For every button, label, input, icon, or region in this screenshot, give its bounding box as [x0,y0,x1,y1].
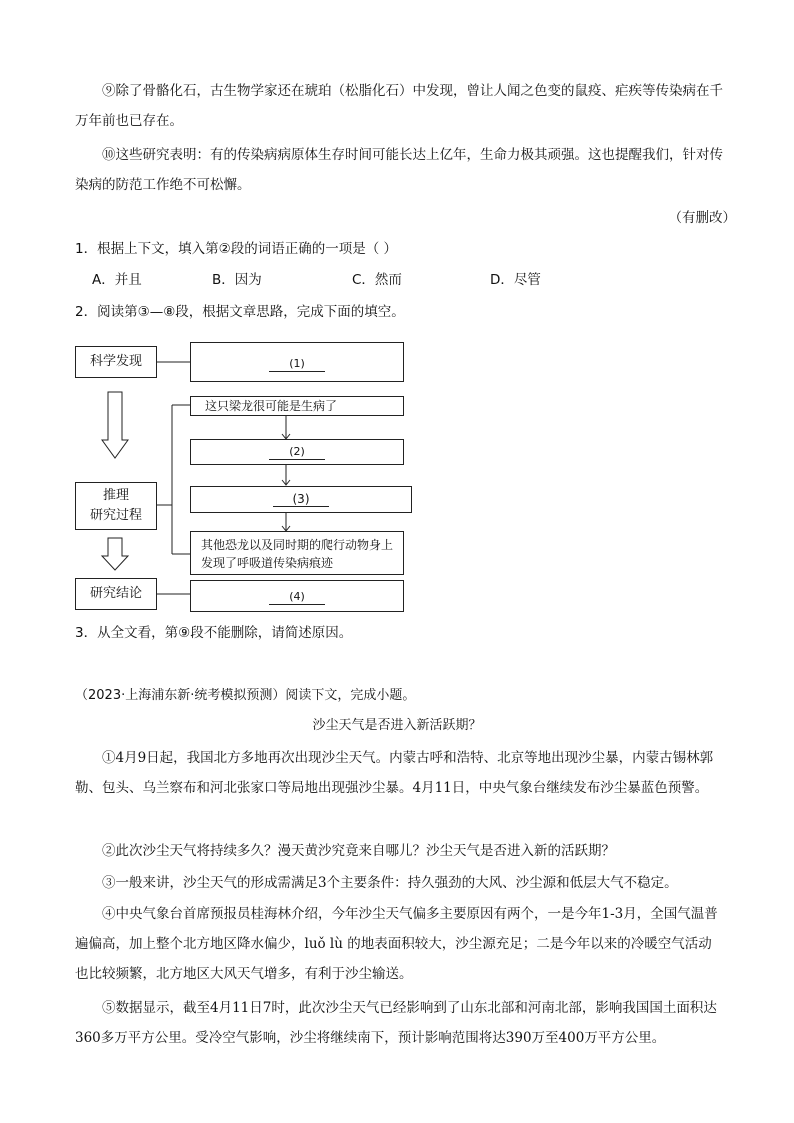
label-reasoning: 推理 研究过程 [75,482,157,530]
step-4-box: 其他恐龙以及同时期的爬行动物身上发现了呼吸道传染病痕迹 [190,531,404,575]
question-3: 3．从全文看，第⑨段不能删除，请简述原因。 [75,625,353,641]
revision-note: （有删改） [668,210,736,226]
blank-box-1 [190,342,404,382]
blank-1[interactable]: (1) [269,357,325,372]
blank-box-3 [190,486,412,513]
article-paragraph-5: ⑤数据显示，截至4月11日7时，此次沙尘天气已经影响到了山东北部和河南北部，影响我国国土面积达360多万平方公里。受冷空气影响，沙尘将继续南下，预计影响范围将达390万至400万平方公里。 [75,1000,717,1046]
step-1-box: 这只梁龙很可能是生病了 [190,396,404,416]
down-arrow-icon [102,392,128,458]
blank-4[interactable]: (4) [269,590,325,605]
blank-box-2 [190,439,404,465]
source-line: （2023·上海浦东新·统考模拟预测）阅读下文，完成小题。 [75,688,416,703]
option-a[interactable]: A．并且 [92,272,142,288]
blank-2[interactable]: (2) [269,445,325,460]
option-d[interactable]: D．尽管 [490,272,541,288]
article-title: 沙尘天气是否进入新活跃期？ [312,718,482,733]
paragraph-10: ⑩这些研究表明：有的传染病病原体生存时间可能长达上亿年，生命力极其顽强。这也提醒我们，针对传染病的防范工作绝不可松懈。 [75,147,723,193]
option-c[interactable]: C．然而 [352,272,402,288]
article-paragraph-1: ①4月9日起，我国北方多地再次出现沙尘天气。内蒙古呼和浩特、北京等地出现沙尘暴，内蒙古锡林郭勒、包头、乌兰察布和河北张家口等局地出现强沙尘暴。4月11日，中央气象台继续发布沙尘暴蓝色预警。 [75,750,714,796]
down-arrow-icon [102,538,128,570]
blank-3[interactable]: (3) [273,492,329,507]
question-1: 1．根据上下文，填入第②段的词语正确的一项是（ ） [75,241,397,257]
article-paragraph-4: ④中央气象台首席预报员桂海林介绍，今年沙尘天气偏多主要原因有两个，一是今年1-3月，全国气温普遍偏高，加上整个北方地区降水偏少，luǒ lù 的地表面积较大，沙尘源充足；二是今年以来的冷暖空气活动也比较频繁，北方地区大风天气增多，有利于沙尘输送。 [75,906,718,982]
label-discovery: 科学发现 [75,346,157,378]
article-paragraph-3: ③一般来讲，沙尘天气的形成需满足3个主要条件：持久强劲的大风、沙尘源和低层大气不稳定。 [102,875,678,891]
paragraph-9: ⑨除了骨骼化石，古生物学家还在琥珀（松脂化石）中发现，曾让人闻之色变的鼠疫、疟疾等传染病在千万年前也已存在。 [75,83,723,129]
blank-box-4 [190,580,404,612]
question-2: 2．阅读第③—⑧段，根据文章思路，完成下面的填空。 [75,304,405,320]
article-paragraph-2: ②此次沙尘天气将持续多久？漫天黄沙究竟来自哪儿？沙尘天气是否进入新的活跃期？ [102,843,615,859]
option-b[interactable]: B．因为 [212,272,262,288]
label-conclusion: 研究结论 [75,578,157,610]
